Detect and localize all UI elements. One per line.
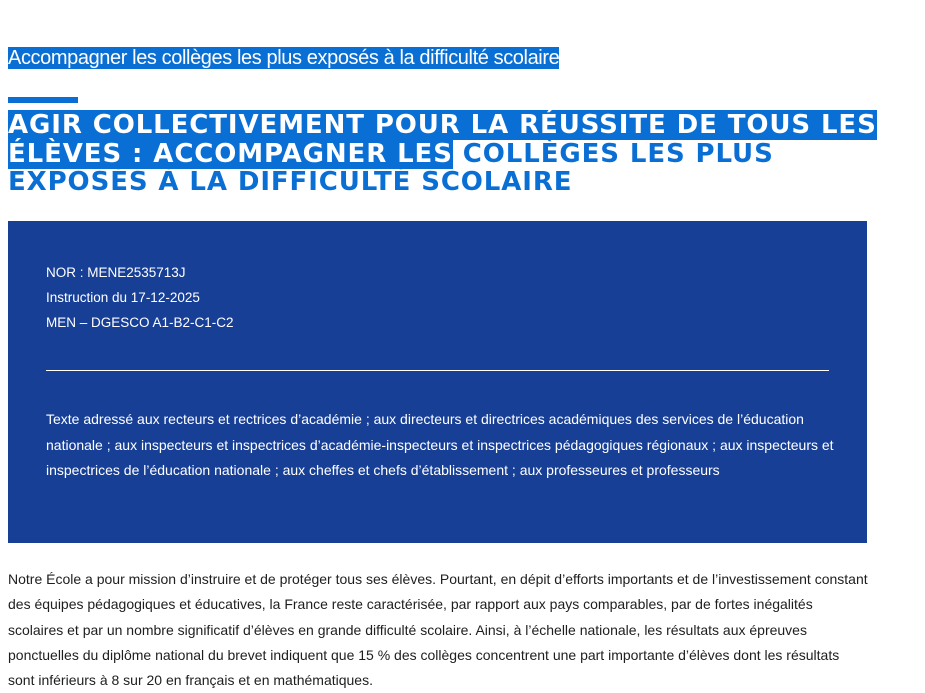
page-subtitle bbox=[8, 44, 559, 72]
page-title-rest: COLLÈGES LES PLUS EXPOSÉS À LA DIFFICULTÉ SCOLAIRE bbox=[8, 138, 774, 197]
addressees-text: Texte adressé aux recteurs et rectrices d’académie ; aux directeurs et directrices académiques des services de l’éducation nationale ; aux inspecteurs et inspectrices d’académie-inspecteurs et inspectrices pédagogiques régionaux ; aux inspecteurs et inspectrices de l’éducation nationale ; aux cheffes et chefs d’établissement ; aux professeures et professeurs bbox=[46, 411, 834, 478]
page-subtitle-text: Accompagner les collèges les plus exposés à la difficulté scolaire bbox=[8, 47, 560, 69]
page-title-selected: AGIR COLLECTIVEMENT POUR LA RÉUSSITE DE TOUS LES ÉLÈVES : ACCOMPAGNER LES bbox=[8, 110, 877, 169]
nor-reference: NOR : MENE2535713J bbox=[46, 265, 186, 280]
issuing-office: MEN – DGESCO A1-B2-C1-C2 bbox=[46, 315, 234, 330]
body-paragraph: Notre École a pour mission d’instruire et de protéger tous ses élèves. Pourtant, en dépit d’efforts importants et de l’investissement constant des équipes pédagogiques et éducatives, la France reste caractérisée, par rapport aux pays comparables, par de fortes inégalités scolaires et par un nombre significatif d’élèves en grande difficulté scolaire. Ainsi, à l’échelle nationale, les résultats aux épreuves ponctuelles du diplôme national du brevet indiquent que 15 % des collèges concentrent une part importante d’élèves dont les résultats sont inférieurs à 8 sur 20 en français et en mathématiques. bbox=[8, 571, 868, 689]
metadata-divider bbox=[46, 370, 829, 371]
title-accent-bar bbox=[8, 97, 78, 103]
instruction-date: Instruction du 17-12-2025 bbox=[46, 290, 200, 305]
instruction-metadata-box bbox=[8, 221, 867, 543]
page-title bbox=[8, 111, 888, 197]
